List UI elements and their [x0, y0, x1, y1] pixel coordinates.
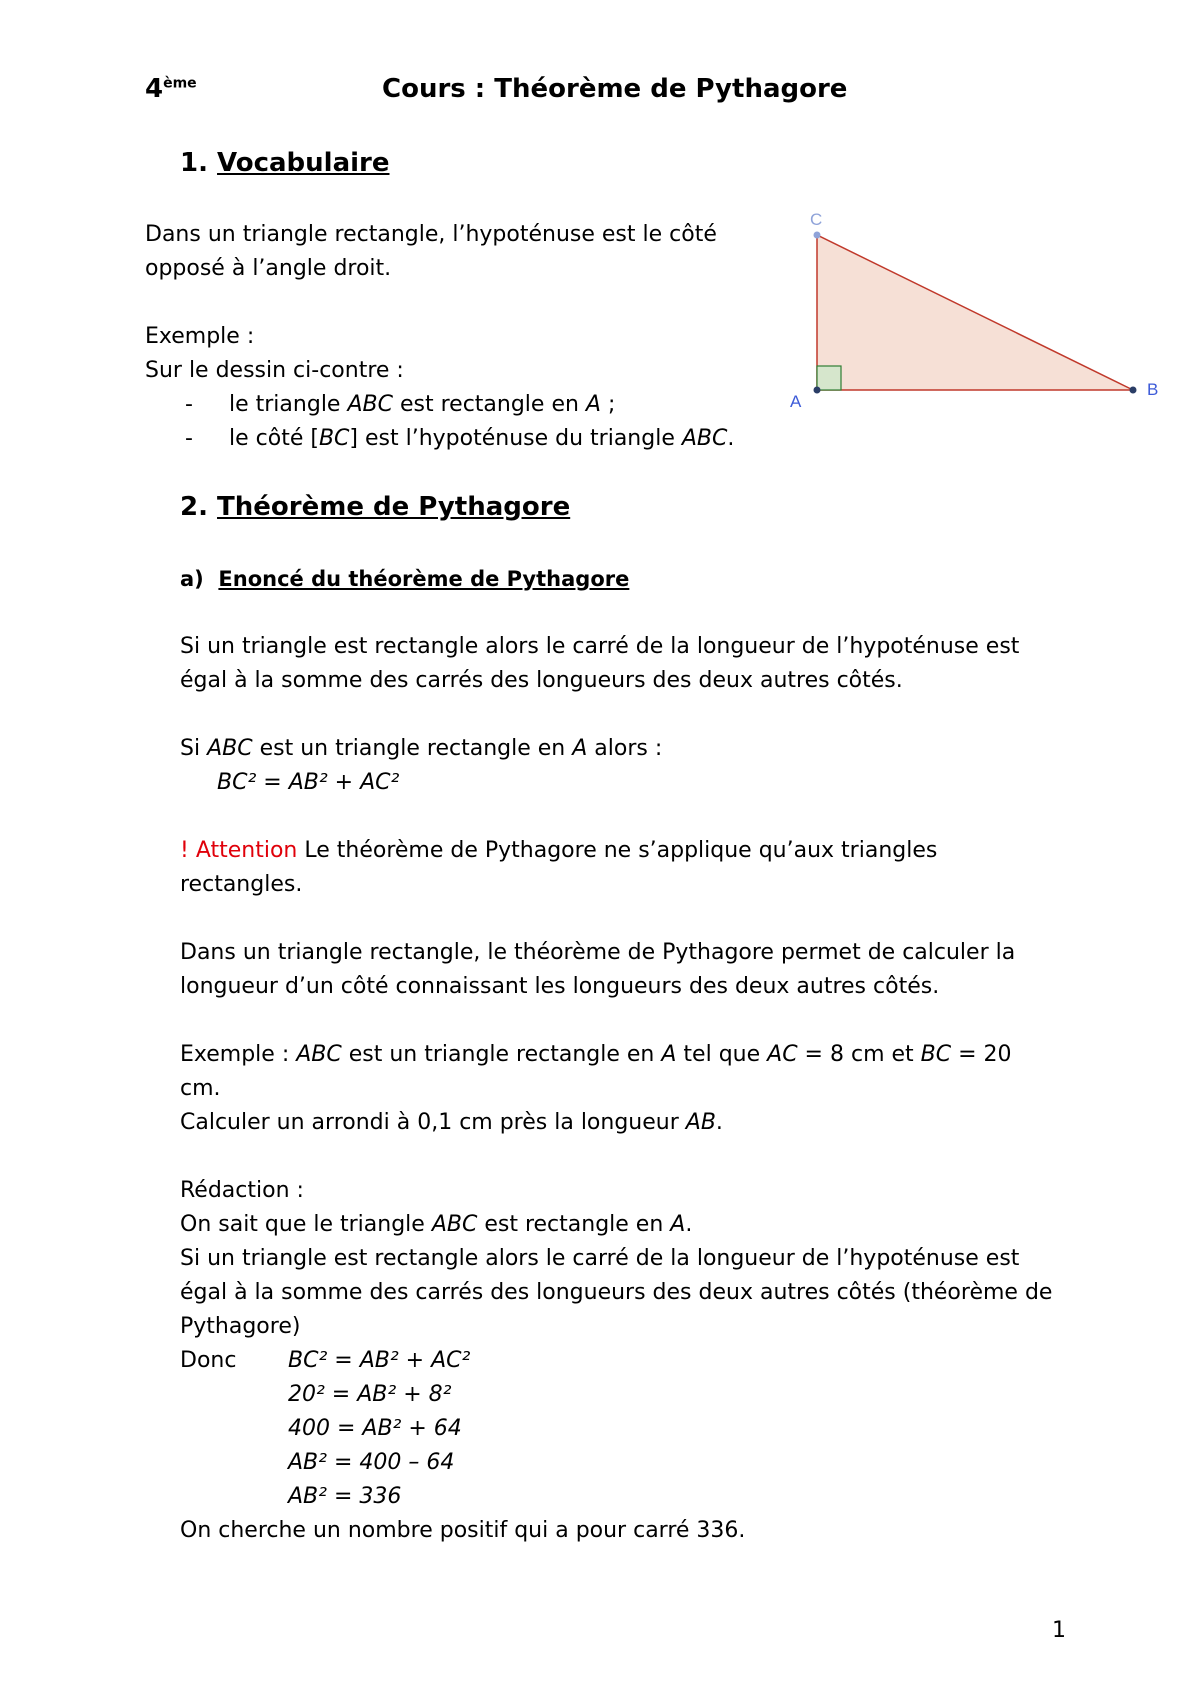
bullet-marker: -	[185, 392, 193, 417]
example-label: Exemple :	[145, 324, 255, 349]
class-level: 4ème	[145, 74, 197, 104]
point-c	[814, 232, 821, 239]
equation-step-5: AB² = 336	[288, 1484, 402, 1509]
bullet-item-1: - le triangle ABC est rectangle en A ;	[185, 388, 615, 422]
section-2-heading	[180, 492, 570, 522]
page-title: Cours : Théorème de Pythagore	[382, 74, 848, 104]
example-line-1: Exemple : ABC est un triangle rectangle en A tel que AC = 8 cm et BC = 20	[180, 1042, 1012, 1067]
triangle-figure	[780, 205, 1180, 415]
usage-line-1: Dans un triangle rectangle, le théorème de Pythagore permet de calculer la	[180, 940, 1016, 965]
theorem-line-2: égal à la somme des carrés des longueurs des deux autres côtés (théorème de	[180, 1280, 1053, 1305]
label-a: A	[790, 392, 802, 411]
pythagoras-formula: BC² = AB² + AC²	[217, 770, 400, 795]
donc-label: Donc	[180, 1348, 237, 1373]
point-b	[1130, 387, 1137, 394]
label-b: B	[1147, 380, 1159, 399]
drawing-intro: Sur le dessin ci-contre :	[145, 358, 404, 383]
label-c: C	[810, 210, 823, 229]
subsection-a-heading: a) Enoncé du théorème de Pythagore	[180, 567, 630, 591]
bullet-marker: -	[185, 426, 193, 451]
section-1-number: 1.	[180, 148, 208, 178]
equation-step-4: AB² = 400 – 64	[288, 1450, 455, 1475]
equation-step-3: 400 = AB² + 64	[288, 1416, 462, 1441]
section-1-heading	[180, 148, 390, 178]
attention-line-1: ! Attention Le théorème de Pythagore ne s’applique qu’aux triangles	[180, 838, 938, 863]
attention-label: ! Attention	[180, 838, 298, 863]
redaction-label: Rédaction :	[180, 1178, 304, 1203]
bullet-item-2: - le côté [BC] est l’hypoténuse du triangle ABC.	[185, 422, 734, 456]
theorem-line-1: Si un triangle est rectangle alors le carré de la longueur de l’hypoténuse est	[180, 1246, 1020, 1271]
search-line: On cherche un nombre positif qui a pour carré 336.	[180, 1518, 746, 1543]
definition-line-1: Dans un triangle rectangle, l’hypoténuse est le côté	[145, 222, 717, 247]
if-abc-line: Si ABC est un triangle rectangle en A alors :	[180, 736, 663, 761]
example-line-2: cm.	[180, 1076, 221, 1101]
definition-line-2: opposé à l’angle droit.	[145, 256, 392, 281]
statement-line-2: égal à la somme des carrés des longueurs des deux autres côtés.	[180, 668, 903, 693]
right-angle-marker	[817, 366, 841, 390]
triangle-abc	[817, 235, 1133, 390]
equation-step-1: BC² = AB² + AC²	[288, 1348, 471, 1373]
section-2-number: 2.	[180, 492, 208, 522]
calculate-line: Calculer un arrondi à 0,1 cm près la longueur AB.	[180, 1110, 723, 1135]
attention-line-2: rectangles.	[180, 872, 303, 897]
equation-step-2: 20² = AB² + 8²	[288, 1382, 452, 1407]
point-a	[814, 387, 821, 394]
known-line: On sait que le triangle ABC est rectangle en A.	[180, 1212, 693, 1237]
section-1-title: Vocabulaire	[217, 148, 390, 178]
theorem-line-3: Pythagore)	[180, 1314, 301, 1339]
page-number: 1	[1052, 1618, 1066, 1643]
section-2-title: Théorème de Pythagore	[217, 492, 571, 522]
statement-line-1: Si un triangle est rectangle alors le carré de la longueur de l’hypoténuse est	[180, 634, 1020, 659]
usage-line-2: longueur d’un côté connaissant les longueurs des deux autres côtés.	[180, 974, 940, 999]
